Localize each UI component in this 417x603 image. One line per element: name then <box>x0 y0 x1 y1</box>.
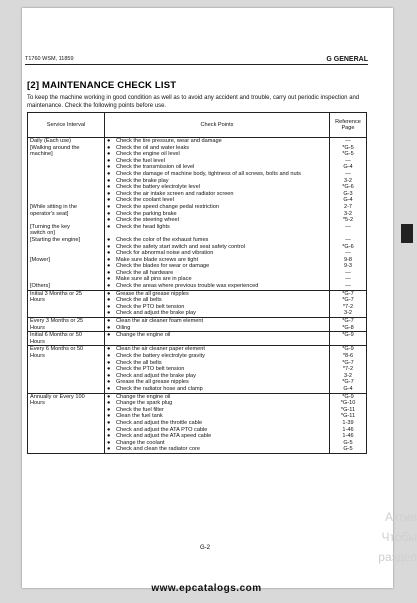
service-interval-cell <box>28 244 105 251</box>
table-row <box>28 151 367 158</box>
check-point-text: Check and clean the radiator core <box>116 446 200 453</box>
reference-page-cell: G-4 <box>330 164 367 171</box>
service-interval-cell <box>28 310 105 317</box>
reference-page-cell: G-5 <box>330 440 367 447</box>
service-interval-cell: Hours <box>28 400 105 407</box>
table-row <box>28 270 367 277</box>
service-interval-cell: machine] <box>28 151 105 158</box>
check-point-cell <box>105 393 330 400</box>
table-row <box>28 297 367 304</box>
check-point-cell <box>105 257 330 264</box>
check-point-cell <box>105 373 330 380</box>
reference-page-cell: — <box>330 276 367 283</box>
check-point-cell <box>105 360 330 367</box>
service-interval-cell <box>28 446 105 453</box>
reference-page-cell: *G-9 <box>330 393 367 400</box>
check-point-text: Check the damage of machine body, tightness of all screws, bolts and nuts <box>116 170 301 177</box>
maintenance-table <box>27 112 367 454</box>
check-point-cell <box>105 400 330 407</box>
table-row <box>28 304 367 311</box>
reference-page-cell: *G-7 <box>330 360 367 367</box>
table-row <box>28 145 367 152</box>
check-point-text: Check the safety start switch and seat safety control <box>116 243 246 250</box>
service-interval-cell <box>28 427 105 434</box>
check-point-cell <box>105 433 330 440</box>
table-row <box>28 230 367 237</box>
check-point-text: Make sure all pins are in place <box>116 276 192 283</box>
service-interval-cell: Daily (Each use) <box>28 138 105 145</box>
check-point-cell <box>105 171 330 178</box>
check-point-cell <box>105 440 330 447</box>
reference-page-cell: — <box>330 270 367 277</box>
reference-page-cell: *G-6 <box>330 244 367 251</box>
table-row <box>28 353 367 360</box>
check-point-cell <box>105 297 330 304</box>
check-point-cell <box>105 283 330 290</box>
bullet-icon: ● <box>107 324 111 331</box>
check-point-text: Grease the all grease nipples <box>116 290 189 297</box>
check-point-text: Change the engine oil <box>116 332 171 339</box>
check-point-cell <box>105 151 330 158</box>
service-interval-cell: [Turning the key <box>28 224 105 231</box>
bullet-icon: ● <box>107 310 111 317</box>
bullet-icon: ● <box>107 290 111 297</box>
reference-page-cell: *7-2 <box>330 304 367 311</box>
check-point-cell <box>105 325 330 332</box>
service-interval-cell <box>28 250 105 257</box>
bullet-icon: ● <box>107 346 111 353</box>
check-point-cell <box>105 310 330 317</box>
table-row <box>28 346 367 353</box>
check-point-text: Change the spark plug <box>116 400 173 407</box>
table-row <box>28 184 367 191</box>
service-interval-cell <box>28 366 105 373</box>
bullet-icon: ● <box>107 400 111 407</box>
table-row <box>28 310 367 317</box>
check-point-cell <box>105 244 330 251</box>
check-point-text: Check the battery electrolyte level <box>116 184 200 191</box>
bullet-icon: ● <box>107 256 111 263</box>
check-point-cell <box>105 217 330 224</box>
service-interval-cell <box>28 440 105 447</box>
bullet-icon: ● <box>107 353 111 359</box>
check-point-text: Check the brake play <box>116 177 169 184</box>
table-row <box>28 373 367 380</box>
table-row <box>28 339 367 346</box>
table-row <box>28 332 367 339</box>
check-point-text: Check the fuel level <box>116 157 165 164</box>
reference-page-cell: 1-46 <box>330 433 367 440</box>
check-point-text: Check the parking brake <box>116 210 177 217</box>
reference-page-cell: *G-8 <box>330 325 367 332</box>
table-row <box>28 407 367 414</box>
bullet-icon: ● <box>107 439 111 446</box>
bullet-icon: ● <box>107 217 111 224</box>
table-row <box>28 393 367 400</box>
check-point-text: Check and adjust the throttle cable <box>116 419 203 426</box>
bullet-icon: ● <box>107 184 111 191</box>
bullet-icon: ● <box>107 419 111 426</box>
watermark-line: Актив <box>385 510 417 524</box>
reference-page-cell: *G-9 <box>330 332 367 339</box>
table-row <box>28 433 367 440</box>
table-row <box>28 325 367 332</box>
bullet-icon: ● <box>107 210 111 217</box>
reference-page-cell: *G-6 <box>330 184 367 191</box>
reference-page-cell: *G-10 <box>330 400 367 407</box>
bullet-icon: ● <box>107 393 111 400</box>
footer-url[interactable]: www.epcatalogs.com <box>151 583 262 594</box>
table-row <box>28 290 367 297</box>
reference-page-cell: 2-7 <box>330 204 367 211</box>
check-point-cell <box>105 191 330 198</box>
service-interval-cell <box>28 276 105 283</box>
reference-page-cell: *8-6 <box>330 353 367 360</box>
check-point-text: Check the PTO belt tension <box>116 303 185 310</box>
check-point-text: Change the engine oil <box>116 393 171 400</box>
service-interval-cell: Every 3 Months or 25 <box>28 318 105 325</box>
bullet-icon: ● <box>107 318 111 325</box>
reference-page-cell: *5-2 <box>330 217 367 224</box>
check-point-text: Clean the fuel tank <box>116 413 163 420</box>
reference-page-cell: G-4 <box>330 197 367 204</box>
bullet-icon: ● <box>107 406 111 413</box>
check-point-text: Check the transmission oil level <box>116 164 195 171</box>
check-point-text: Check the all belts <box>116 297 162 304</box>
service-interval-cell: Initial 3 Months or 25 <box>28 290 105 297</box>
check-point-cell <box>105 318 330 325</box>
check-point-cell <box>105 379 330 386</box>
service-interval-cell <box>28 379 105 386</box>
bullet-icon: ● <box>107 385 111 392</box>
reference-page-cell: 1-46 <box>330 427 367 434</box>
check-point-cell <box>105 386 330 393</box>
check-point-text: Check for abnormal noise and vibration <box>116 250 214 257</box>
bullet-icon: ● <box>107 177 111 184</box>
service-interval-cell: Every 6 Months or 50 <box>28 346 105 353</box>
table-row <box>28 204 367 211</box>
service-interval-cell: [Walking around the <box>28 145 105 152</box>
service-interval-cell <box>28 191 105 198</box>
watermark-line: раздел <box>378 550 417 564</box>
check-point-text: Make sure blade screws are tight <box>116 256 199 263</box>
service-interval-cell: [Starting the engine] <box>28 237 105 244</box>
table-row <box>28 164 367 171</box>
table-row <box>28 386 367 393</box>
service-interval-cell <box>28 158 105 165</box>
bullet-icon: ● <box>107 297 111 304</box>
service-interval-cell <box>28 197 105 204</box>
reference-page-cell: — <box>330 283 367 290</box>
bullet-icon: ● <box>107 138 111 144</box>
check-point-text: Check the oil and water leaks <box>116 144 190 151</box>
check-point-cell <box>105 304 330 311</box>
table-row <box>28 138 367 145</box>
check-point-cell <box>105 407 330 414</box>
check-point-cell <box>105 204 330 211</box>
service-interval-cell: [Mower] <box>28 257 105 264</box>
table-row <box>28 420 367 427</box>
check-point-cell <box>105 138 330 145</box>
reference-page-cell: *G-5 <box>330 145 367 152</box>
bullet-icon: ● <box>107 157 111 164</box>
col-reference-page: Reference Page <box>330 113 367 138</box>
reference-page-cell: — <box>330 138 367 145</box>
check-point-text: Check the blades for wear or damage <box>116 263 210 270</box>
check-point-cell <box>105 230 330 237</box>
reference-page-cell: 3-2 <box>330 211 367 218</box>
bullet-icon: ● <box>107 359 111 366</box>
check-point-text: Check the color of the exhaust fumes <box>116 236 209 243</box>
check-point-text: Check the fuel filter <box>116 406 164 413</box>
check-point-text: Change the coolant <box>116 439 165 446</box>
check-point-text: Check and adjust the brake play <box>116 310 196 317</box>
bullet-icon: ● <box>107 223 111 230</box>
table-row <box>28 171 367 178</box>
service-interval-cell <box>28 360 105 367</box>
bullet-icon: ● <box>107 372 111 379</box>
reference-page-cell: 3-2 <box>330 310 367 317</box>
table-row <box>28 440 367 447</box>
service-interval-cell <box>28 373 105 380</box>
check-point-cell <box>105 332 330 339</box>
service-interval-cell <box>28 184 105 191</box>
reference-page-cell: *G-11 <box>330 407 367 414</box>
service-interval-cell: Hours <box>28 353 105 360</box>
bullet-icon: ● <box>107 379 111 386</box>
check-point-text: Check the coolant level <box>116 197 174 204</box>
check-point-cell <box>105 427 330 434</box>
bullet-icon: ● <box>107 164 111 171</box>
intro-paragraph: To keep the machine working in good condition as well as to avoid any accident and trouble, carry out periodic inspection and maintenance. Check the following points before use. <box>27 95 360 109</box>
bullet-icon: ● <box>107 283 111 290</box>
table-row <box>28 400 367 407</box>
reference-page-cell <box>330 230 367 237</box>
check-point-text: Check the all hardware <box>116 269 174 276</box>
service-interval-cell: Annually or Every 100 <box>28 393 105 400</box>
check-point-cell <box>105 339 330 346</box>
bullet-icon: ● <box>107 190 111 197</box>
check-point-text: Check the PTO belt tension <box>116 366 185 373</box>
check-point-text: Check and adjust the ATA PTO cable <box>116 426 208 433</box>
service-interval-cell: switch on] <box>28 230 105 237</box>
service-interval-cell: Initial 6 Months or 50 <box>28 332 105 339</box>
table-row <box>28 257 367 264</box>
reference-page-cell: — <box>330 224 367 231</box>
check-point-cell <box>105 270 330 277</box>
reference-page-cell: *G-9 <box>330 346 367 353</box>
col-service-interval: Service Interval <box>28 113 105 138</box>
table-row <box>28 217 367 224</box>
bullet-icon: ● <box>107 263 111 270</box>
page-title: [2] MAINTENANCE CHECK LIST <box>27 80 177 91</box>
reference-page-cell: G-3 <box>330 191 367 198</box>
table-row <box>28 178 367 185</box>
table-row <box>28 158 367 165</box>
table-row <box>28 446 367 453</box>
table-row <box>28 197 367 204</box>
reference-page-cell: *G-5 <box>330 151 367 158</box>
service-interval-cell <box>28 171 105 178</box>
service-interval-cell <box>28 407 105 414</box>
check-point-cell <box>105 164 330 171</box>
check-point-text: Check and adjust the ATA speed cable <box>116 433 212 440</box>
check-point-cell <box>105 276 330 283</box>
check-point-cell <box>105 413 330 420</box>
check-point-cell <box>105 446 330 453</box>
bullet-icon: ● <box>107 203 111 210</box>
table-row <box>28 318 367 325</box>
reference-page-cell: 9-8 <box>330 257 367 264</box>
bullet-icon: ● <box>107 366 111 373</box>
service-interval-cell <box>28 413 105 420</box>
table-row <box>28 276 367 283</box>
check-point-text: Check the areas where previous trouble was experienced <box>116 283 259 290</box>
table-row <box>28 191 367 198</box>
service-interval-cell <box>28 420 105 427</box>
watermark-line: Чтобы <box>381 530 417 544</box>
bullet-icon: ● <box>107 426 111 433</box>
check-point-cell <box>105 211 330 218</box>
check-point-text: Check the air intake screen and radiator screen <box>116 190 234 197</box>
check-point-cell <box>105 237 330 244</box>
service-interval-cell <box>28 263 105 270</box>
reference-page-cell: *G-7 <box>330 290 367 297</box>
check-point-text: Oiling <box>116 324 131 331</box>
reference-page-cell: — <box>330 171 367 178</box>
table-row <box>28 237 367 244</box>
check-point-cell <box>105 346 330 353</box>
bullet-icon: ● <box>107 144 111 151</box>
reference-page-cell: 3-2 <box>330 178 367 185</box>
check-point-cell <box>105 250 330 257</box>
check-point-cell <box>105 178 330 185</box>
bullet-icon: ● <box>107 170 111 177</box>
reference-page-cell: — <box>330 237 367 244</box>
bullet-icon: ● <box>107 250 111 257</box>
reference-page-cell: *G-7 <box>330 379 367 386</box>
service-interval-cell <box>28 164 105 171</box>
table-row <box>28 427 367 434</box>
service-interval-cell <box>28 270 105 277</box>
check-point-cell <box>105 184 330 191</box>
bullet-icon: ● <box>107 276 111 283</box>
check-point-cell <box>105 145 330 152</box>
check-point-cell <box>105 353 330 360</box>
service-interval-cell: Hours <box>28 325 105 332</box>
check-point-cell <box>105 263 330 270</box>
page-header <box>25 56 368 65</box>
table-row <box>28 224 367 231</box>
reference-page-cell: *G-7 <box>330 318 367 325</box>
check-point-cell <box>105 420 330 427</box>
table-row <box>28 211 367 218</box>
service-interval-cell: [Others] <box>28 283 105 290</box>
table-row <box>28 250 367 257</box>
check-point-text: Check the radiator hose and clamp <box>116 385 203 392</box>
reference-page-cell <box>330 339 367 346</box>
service-interval-cell <box>28 433 105 440</box>
bullet-icon: ● <box>107 446 111 453</box>
reference-page-cell: 1-39 <box>330 420 367 427</box>
service-interval-cell <box>28 217 105 224</box>
check-point-cell <box>105 290 330 297</box>
reference-page-cell: 9-3 <box>330 263 367 270</box>
service-interval-cell: operator's seat] <box>28 211 105 218</box>
reference-page-cell: — <box>330 250 367 257</box>
table-row <box>28 360 367 367</box>
bullet-icon: ● <box>107 197 111 204</box>
bullet-icon: ● <box>107 243 111 250</box>
bullet-icon: ● <box>107 433 111 440</box>
header-right: G GENERAL <box>326 56 368 63</box>
bullet-icon: ● <box>107 269 111 276</box>
check-point-text: Clean the air cleaner foam element <box>116 318 204 325</box>
check-point-text: Check the engine oil level <box>116 151 180 158</box>
service-interval-cell: [While sitting in the <box>28 204 105 211</box>
reference-page-cell: *G-7 <box>330 297 367 304</box>
check-point-text: Grease the all grease nipples <box>116 379 189 386</box>
check-point-text: Check the head lights <box>116 223 170 230</box>
service-interval-cell <box>28 304 105 311</box>
bullet-icon: ● <box>107 303 111 310</box>
bullet-icon: ● <box>107 332 111 339</box>
reference-page-cell: G-5 <box>330 446 367 453</box>
table-row <box>28 244 367 251</box>
check-point-cell <box>105 158 330 165</box>
table-row <box>28 379 367 386</box>
reference-page-cell: — <box>330 158 367 165</box>
check-point-text: Check and adjust the brake play <box>116 372 196 379</box>
check-point-text: Check the all belts <box>116 359 162 366</box>
check-point-cell <box>105 197 330 204</box>
reference-page-cell: *G-11 <box>330 413 367 420</box>
col-check-points: Check Points <box>105 113 330 138</box>
reference-page-cell: G-4 <box>330 386 367 393</box>
check-point-cell <box>105 366 330 373</box>
table-row <box>28 283 367 290</box>
bullet-icon: ● <box>107 236 111 243</box>
reference-page-cell: *7-2 <box>330 366 367 373</box>
table-row <box>28 366 367 373</box>
check-point-text: Check the speed change pedal restriction <box>116 203 219 210</box>
bullet-icon: ● <box>107 413 111 420</box>
check-point-text: Check the battery electrolyte gravity <box>116 353 205 359</box>
service-interval-cell <box>28 386 105 393</box>
check-point-cell <box>105 224 330 231</box>
service-interval-cell: Hours <box>28 339 105 346</box>
check-point-text: Clean the air cleaner paper element <box>116 346 205 353</box>
header-left: T1760 WSM, 11859 <box>25 56 74 62</box>
section-tab-marker <box>401 224 413 243</box>
reference-page-cell: 3-2 <box>330 373 367 380</box>
check-point-text: Check the steering wheel <box>116 217 179 224</box>
check-point-text: Check the tire pressure, wear and damage <box>116 138 222 144</box>
table-row <box>28 413 367 420</box>
bullet-icon: ● <box>107 151 111 158</box>
service-interval-cell <box>28 178 105 185</box>
service-interval-cell: Hours <box>28 297 105 304</box>
table-row <box>28 263 367 270</box>
page-number: G-2 <box>200 545 211 551</box>
